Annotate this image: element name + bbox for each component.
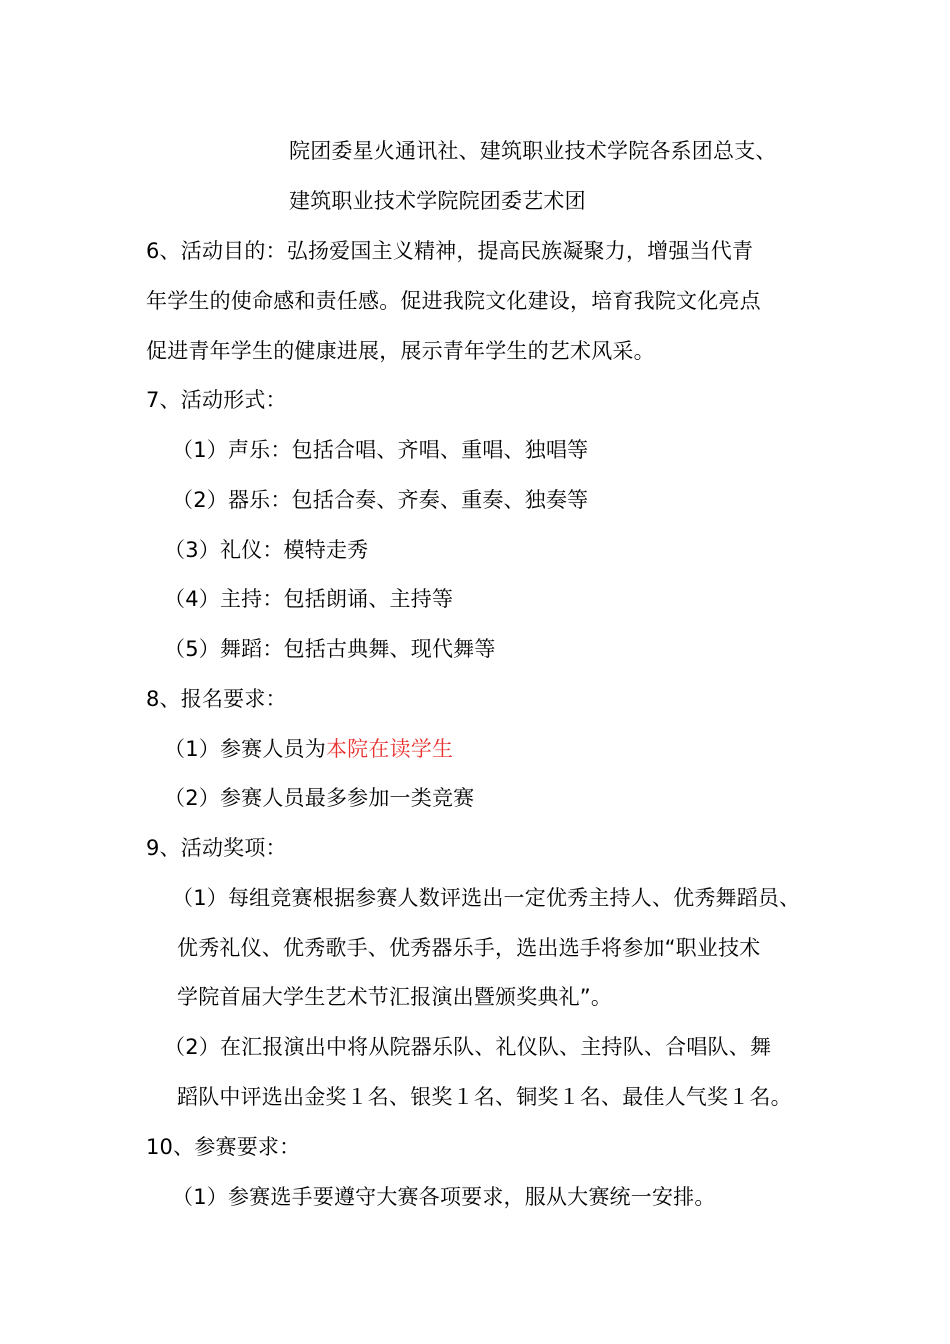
organizer-line-2: 建筑职业技术学院院团委艺术团 xyxy=(289,189,586,213)
section-10-item-1: （1）参赛选手要遵守大赛各项要求，服从大赛统一安排。 xyxy=(172,1185,716,1209)
section-7-item-2: （2）器乐：包括合奏、齐奏、重奏、独奏等 xyxy=(172,488,589,512)
section-8-item-1-text: （1）参赛人员为 xyxy=(164,737,326,761)
section-9-item-2-line-2: 蹈队中评选出金奖１名、银奖１名、铜奖１名、最佳人气奖１名。 xyxy=(177,1085,792,1109)
section-7-item-1: （1）声乐：包括合唱、齐唱、重唱、独唱等 xyxy=(172,438,589,462)
section-9-item-1-line-3: 学院首届大学生艺术节汇报演出暨颁奖典礼”。 xyxy=(177,985,613,1009)
section-7-item-4: （4）主持：包括朗诵、主持等 xyxy=(164,587,454,611)
section-6-line-2: 年学生的使命感和责任感。促进我院文化建设，培育我院文化亮点 xyxy=(146,289,761,313)
section-9-item-1-line-2: 优秀礼仪、优秀歌手、优秀器乐手，选出选手将参加“职业技术 xyxy=(177,936,761,960)
section-6-line-1: 6、活动目的：弘扬爱国主义精神，提高民族凝聚力，增强当代青 xyxy=(146,239,754,263)
section-9-item-2-line-1: （2）在汇报演出中将从院器乐队、礼仪队、主持队、合唱队、舞 xyxy=(164,1035,772,1059)
section-9-item-1-line-1: （1）每组竞赛根据参赛人数评选出一定优秀主持人、优秀舞蹈员、 xyxy=(172,886,801,910)
organizer-line-1: 院团委星火通讯社、建筑职业技术学院各系团总支、 xyxy=(289,139,777,163)
section-8-heading: 8、报名要求： xyxy=(146,687,287,711)
section-7-heading: 7、活动形式： xyxy=(146,388,287,412)
highlight-text: 本院在读学生 xyxy=(325,737,454,761)
section-10-heading: 10、参赛要求： xyxy=(146,1135,301,1159)
section-8-item-1 xyxy=(164,734,453,764)
section-8-item-2: （2）参赛人员最多参加一类竞赛 xyxy=(164,786,475,810)
section-7-item-3: （3）礼仪：模特走秀 xyxy=(164,538,369,562)
section-7-item-5: （5）舞蹈：包括古典舞、现代舞等 xyxy=(164,637,496,661)
section-9-heading: 9、活动奖项： xyxy=(146,836,287,860)
section-6-line-3: 促进青年学生的健康进展，展示青年学生的艺术风采。 xyxy=(146,339,655,363)
